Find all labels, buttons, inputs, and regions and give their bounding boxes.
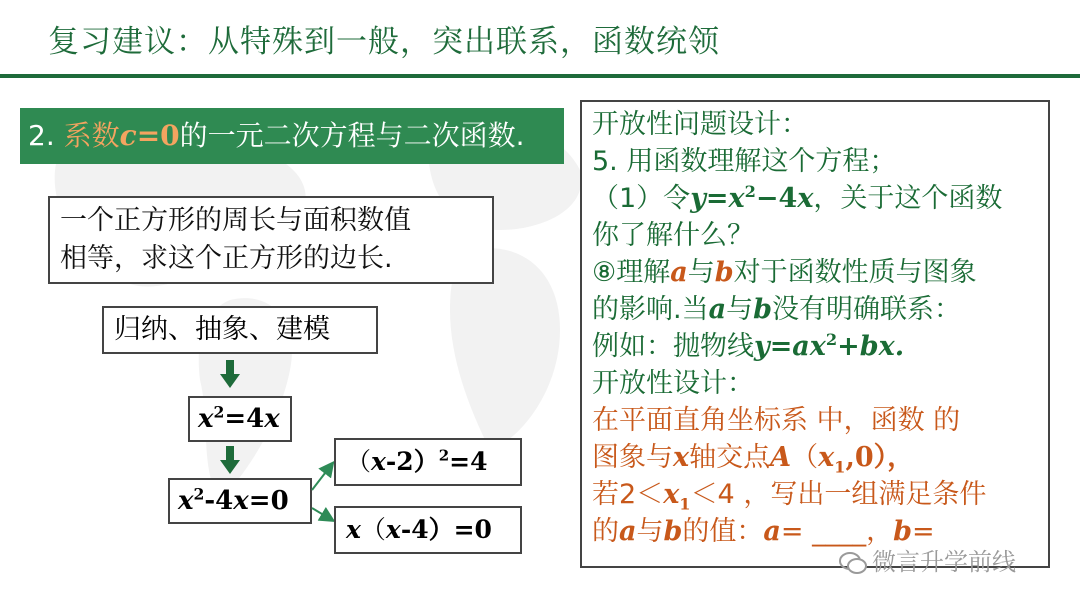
panel-line-7: 例如：抛物线$y=ax^2+bx$. [592, 330, 905, 362]
panel-line-4: 你了解什么？ [592, 220, 754, 251]
wechat-icon [838, 550, 868, 576]
down-arrow-icon [220, 446, 240, 476]
panel-line-6: 的影响.当a与b没有明确联系： [592, 294, 961, 325]
slide-title: 复习建议：从特殊到一般，突出联系，函数统领 [48, 24, 720, 60]
panel-line-1: 开放性问题设计： [592, 109, 808, 140]
panel-line-9: 在平面直角坐标系 中，函数 的 [592, 405, 961, 436]
panel-line-5: ⑧理解a与b对于函数性质与图象 [592, 257, 977, 288]
section-prefix: 2. [28, 119, 64, 152]
problem-line-2: 相等，求这个正方形的边长. [60, 243, 393, 274]
problem-line-1: 一个正方形的周长与面积数值 [60, 205, 411, 236]
panel-line-2: 5. 用函数理解这个方程； [592, 146, 897, 177]
panel-line-12: 的a与b的值：a= ____，b= [592, 516, 935, 547]
open-question-panel [580, 100, 1050, 568]
panel-line-3: （1）令$y=x^2-4x$，关于这个函数 [592, 182, 1003, 214]
panel-line-10: 图象与x轴交点$A(x_1,0)$， [592, 442, 915, 477]
modeling-step-box [102, 306, 378, 354]
section-coefficient-label: 系数c=0 [63, 119, 180, 152]
watermark-text: 微言升学前线 [872, 548, 1016, 576]
panel-line-11: 若$2<x_1<4$ ，写出一组满足条件 [592, 479, 987, 514]
modeling-step-label: 归纳、抽象、建模 [114, 314, 330, 345]
equation-box-3: $(x-2)^2=4$ [334, 438, 522, 486]
section-heading-text: 的一元二次方程与二次函数. [179, 119, 525, 152]
equation-box-4: x（x-4）=0 [334, 506, 522, 554]
equation-box-1: $x^2=4x$ [188, 396, 292, 442]
section-heading [20, 108, 564, 164]
equation-box-2: $x^2-4x=0$ [168, 478, 312, 524]
problem-statement [48, 196, 494, 284]
panel-line-8: 开放性设计： [592, 368, 754, 399]
down-arrow-icon [220, 360, 240, 390]
watermark [838, 546, 1016, 578]
title-divider [0, 74, 1080, 78]
